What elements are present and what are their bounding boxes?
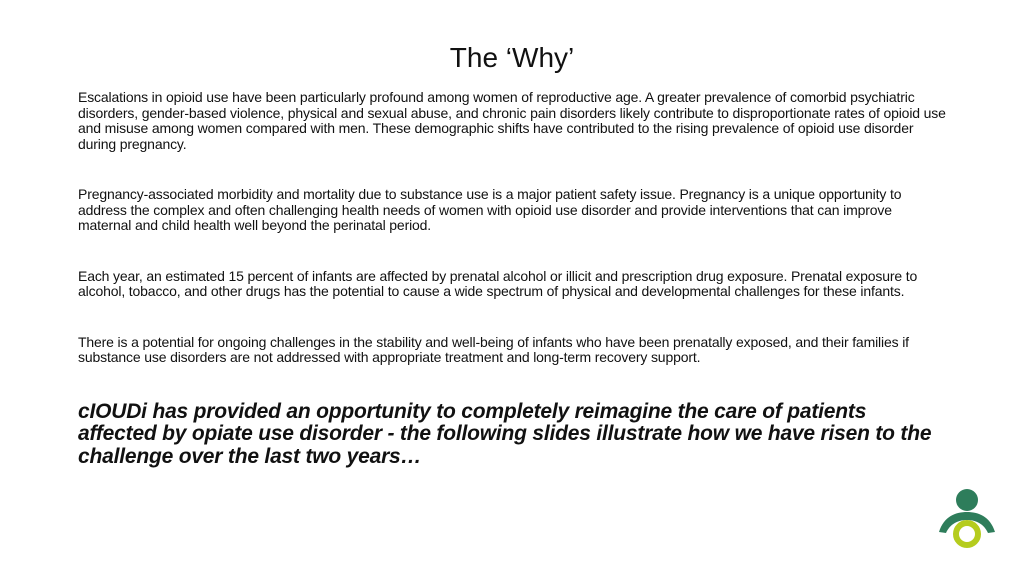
paragraph-opioid-escalation: Escalations in opioid use have been particularly profound among women of reproductive age. A greater prevalence of comorbid psychiatric disorders, gender-based violence, physical and sexual abuse, and chronic pain disorders likely contribute to disproportionate rates of opioid use and misuse among women compared with men. These demographic shifts have contributed to the rising prevalence of opioid use disorder during pregnancy. — [78, 89, 946, 152]
logo-child-ring — [956, 523, 978, 545]
mother-child-logo-icon — [936, 486, 998, 552]
logo-head — [956, 489, 978, 511]
slide-title: The ‘Why’ — [449, 42, 575, 73]
paragraph-ongoing-challenges: There is a potential for ongoing challenges in the stability and well-being of infants who have been prenatally exposed, and their families if substance use disorders are not addressed with appropriate treatment and long-term recovery support. — [78, 333, 909, 365]
slide-body — [78, 90, 948, 468]
paragraph-infant-exposure: Each year, an estimated 15 percent of infants are affected by prenatal alcohol or illicit and prescription drug exposure. Prenatal exposure to alcohol, tobacco, and other drugs has the potential to cause a wide spectrum of physical and developmental challenges for these infants. — [78, 267, 918, 299]
paragraph-pregnancy-safety: Pregnancy-associated morbidity and mortality due to substance use is a major patient safety issue. Pregnancy is a unique opportunity to address the complex and often challenging health needs of women with opioid use disorder and provide interventions that can improve maternal and child health well beyond the perinatal period. — [78, 186, 902, 233]
emphasis-statement: cIOUDi has provided an opportunity to completely reimagine the care of patients affected by opiate use disorder - the following slides illustrate how we have risen to the challenge over the last two years… — [78, 399, 932, 468]
